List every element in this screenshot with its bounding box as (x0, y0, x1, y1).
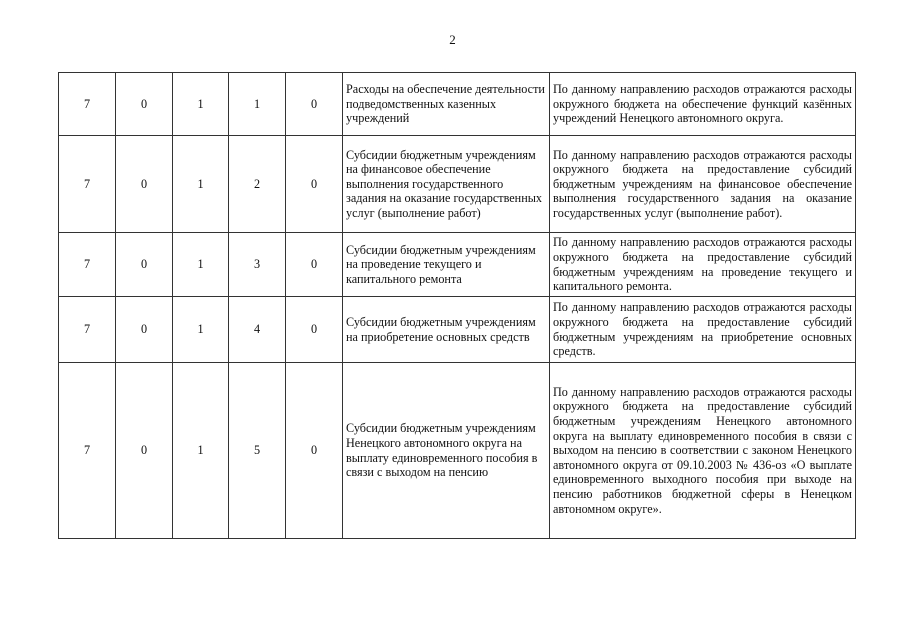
code-digit-3: 1 (173, 233, 229, 297)
expense-name: Субсидии бюджетным учреждениям на проведение текущего и капитального ремонта (343, 233, 550, 297)
code-digit-1: 7 (59, 233, 116, 297)
table-row (59, 136, 856, 233)
code-digit-2: 0 (116, 136, 173, 233)
code-digit-2: 0 (116, 233, 173, 297)
expense-description: По данному направлению расходов отражаются расходы окружного бюджета на предоставление субсидий бюджетным учреждениям на приобретение основных средств. (550, 297, 856, 363)
code-digit-5: 0 (286, 233, 343, 297)
code-digit-2: 0 (116, 297, 173, 363)
table-row (59, 73, 856, 136)
expense-description: По данному направлению расходов отражаются расходы окружного бюджета на обеспечение функций казённых учреждений Ненецкого автономного округа. (550, 73, 856, 136)
page-number: 2 (449, 32, 456, 47)
code-digit-5: 0 (286, 297, 343, 363)
expense-description: По данному направлению расходов отражаются расходы окружного бюджета на предоставление субсидий бюджетным учреждениям на финансовое обеспечение выполнения государственного задания на оказание государственных услуг (выполнение работ). (550, 136, 856, 233)
code-digit-4: 3 (229, 233, 286, 297)
code-digit-5: 0 (286, 363, 343, 539)
table-row (59, 297, 856, 363)
code-digit-4: 1 (229, 73, 286, 136)
table-row (59, 363, 856, 539)
code-digit-4: 2 (229, 136, 286, 233)
code-digit-5: 0 (286, 136, 343, 233)
code-digit-4: 5 (229, 363, 286, 539)
code-digit-3: 1 (173, 73, 229, 136)
code-digit-3: 1 (173, 136, 229, 233)
code-digit-4: 4 (229, 297, 286, 363)
table-row (59, 233, 856, 297)
expense-description: По данному направлению расходов отражаются расходы окружного бюджета на предоставление субсидий бюджетным учреждениям на проведение текущего и капитального ремонта. (550, 233, 856, 297)
expense-description: По данному направлению расходов отражаются расходы окружного бюджета на предоставление субсидий бюджетным учреждениям Ненецкого автономного округа на выплату единовременного пособия в связи с выходом на пенсию в соответствии с законом Ненецкого автономного округа от 09.10.2003 № 436-оз «О выплате единовременного выходного пособия при выходе на пенсию работников бюджетной сферы в Ненецком автономном округе». (550, 363, 856, 539)
expense-name: Расходы на обеспечение деятельности подведомственных казенных учреждений (343, 73, 550, 136)
code-digit-3: 1 (173, 363, 229, 539)
expense-name: Субсидии бюджетным учреждениям на приобретение основных средств (343, 297, 550, 363)
code-digit-2: 0 (116, 363, 173, 539)
code-digit-1: 7 (59, 363, 116, 539)
code-digit-5: 0 (286, 73, 343, 136)
expense-name: Субсидии бюджетным учреждениям Ненецкого автономного округа на выплату единовременного пособия в связи с выходом на пенсию (343, 363, 550, 539)
expense-name: Субсидии бюджетным учреждениям на финансовое обеспечение выполнения государственного задания на оказание государственных услуг (выполнение работ) (343, 136, 550, 233)
code-digit-1: 7 (59, 73, 116, 136)
code-digit-2: 0 (116, 73, 173, 136)
code-digit-3: 1 (173, 297, 229, 363)
code-digit-1: 7 (59, 136, 116, 233)
expense-codes-table (58, 72, 856, 539)
code-digit-1: 7 (59, 297, 116, 363)
